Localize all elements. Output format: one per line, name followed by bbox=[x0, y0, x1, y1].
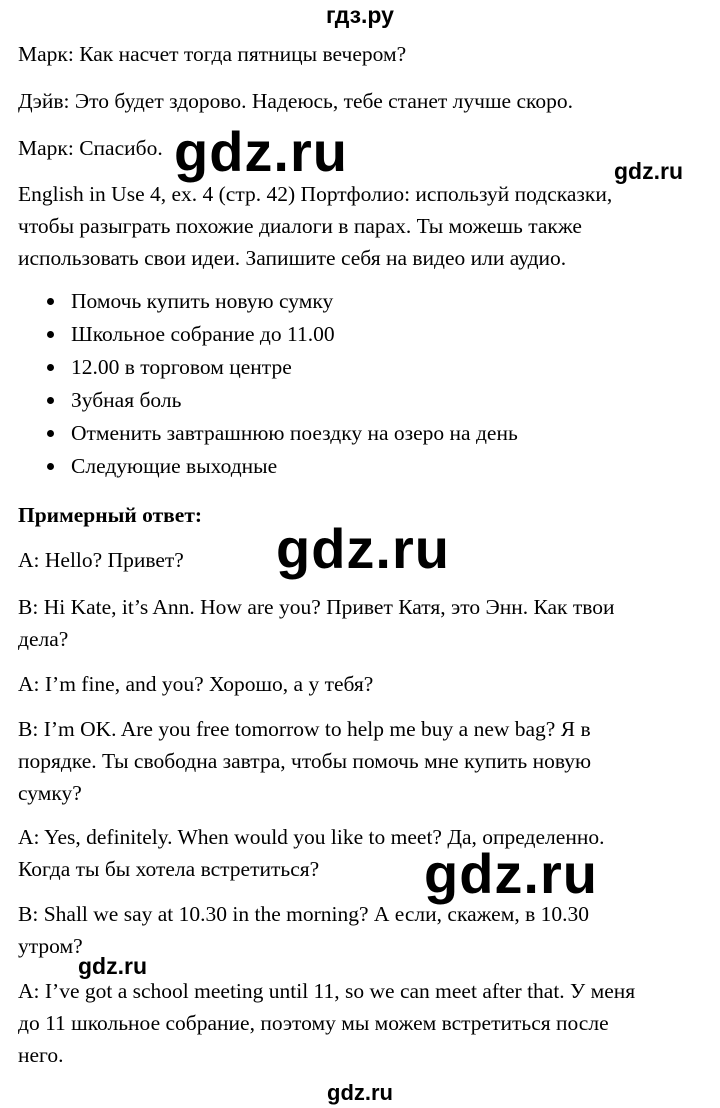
watermark: gdz.ru bbox=[614, 158, 683, 184]
bullet-icon bbox=[47, 463, 54, 470]
dialogue-line-3: дела? bbox=[18, 627, 69, 651]
bullet-icon bbox=[47, 364, 54, 371]
dialogue-line-8: A: Yes, definitely. When would you like to meet? Да, определенно. bbox=[18, 825, 605, 849]
list-item bbox=[0, 451, 600, 481]
list-item-label: Следующие выходные bbox=[71, 454, 278, 478]
dialogue-line-4: A: I’m fine, and you? Хорошо, а у тебя? bbox=[18, 672, 374, 696]
site-footer: gdz.ru bbox=[327, 1080, 393, 1105]
bullet-icon bbox=[47, 397, 54, 404]
watermark: gdz.ru bbox=[424, 842, 598, 905]
site-header: гдз.ру bbox=[326, 2, 394, 28]
list-item-label: Зубная боль bbox=[71, 388, 182, 412]
answer-heading: Примерный ответ: bbox=[18, 503, 203, 527]
watermark: gdz.ru bbox=[174, 120, 348, 183]
bullet-icon bbox=[47, 430, 54, 437]
dialogue-line-11: утром? bbox=[18, 934, 83, 958]
task-line-3: использовать свои идеи. Запишите себя на видео или аудио. bbox=[18, 246, 567, 270]
intro-line-1: Марк: Как насчет тогда пятницы вечером? bbox=[18, 42, 407, 66]
list-item bbox=[0, 385, 600, 415]
list-item-label: 12.00 в торговом центре bbox=[71, 355, 292, 379]
dialogue-line-6: порядке. Ты свободна завтра, чтобы помочь мне купить новую bbox=[18, 749, 592, 773]
dialogue-line-1: A: Hello? Привет? bbox=[18, 548, 184, 572]
dialogue-line-10: B: Shall we say at 10.30 in the morning? А если, скажем, в 10.30 bbox=[18, 902, 589, 926]
dialogue-line-12: A: I’ve got a school meeting until 11, so we can meet after that. У меня bbox=[18, 979, 636, 1003]
watermark: gdz.ru bbox=[276, 517, 450, 580]
intro-line-3: Марк: Спасибо. bbox=[18, 136, 163, 160]
list-item-label: Школьное собрание до 11.00 bbox=[71, 322, 335, 346]
task-line-2: чтобы разыграть похожие диалоги в парах. Ты можешь также bbox=[18, 214, 582, 238]
dialogue-line-5: B: I’m OK. Are you free tomorrow to help me buy a new bag? Я в bbox=[18, 717, 591, 741]
dialogue-line-7: сумку? bbox=[18, 781, 82, 805]
bullet-icon bbox=[47, 331, 54, 338]
list-item bbox=[0, 319, 600, 349]
watermark: gdz.ru bbox=[78, 953, 147, 979]
bullet-icon bbox=[47, 298, 54, 305]
dialogue-line-9: Когда ты бы хотела встретиться? bbox=[18, 857, 320, 881]
list-item-label: Помочь купить новую сумку bbox=[71, 289, 334, 313]
list-item bbox=[0, 286, 600, 316]
list-item-label: Отменить завтрашнюю поездку на озеро на день bbox=[71, 421, 518, 445]
dialogue-line-2: B: Hi Kate, it’s Ann. How are you? Привет Катя, это Энн. Как твои bbox=[18, 595, 615, 619]
dialogue-line-13: до 11 школьное собрание, поэтому мы можем встретиться после bbox=[18, 1011, 609, 1035]
list-item bbox=[0, 418, 600, 448]
dialogue-line-14: него. bbox=[18, 1043, 64, 1067]
intro-line-2: Дэйв: Это будет здорово. Надеюсь, тебе станет лучше скоро. bbox=[18, 89, 573, 113]
list-item bbox=[0, 352, 600, 382]
task-line-1: English in Use 4, ex. 4 (стр. 42) Портфолио: используй подсказки, bbox=[18, 182, 613, 206]
